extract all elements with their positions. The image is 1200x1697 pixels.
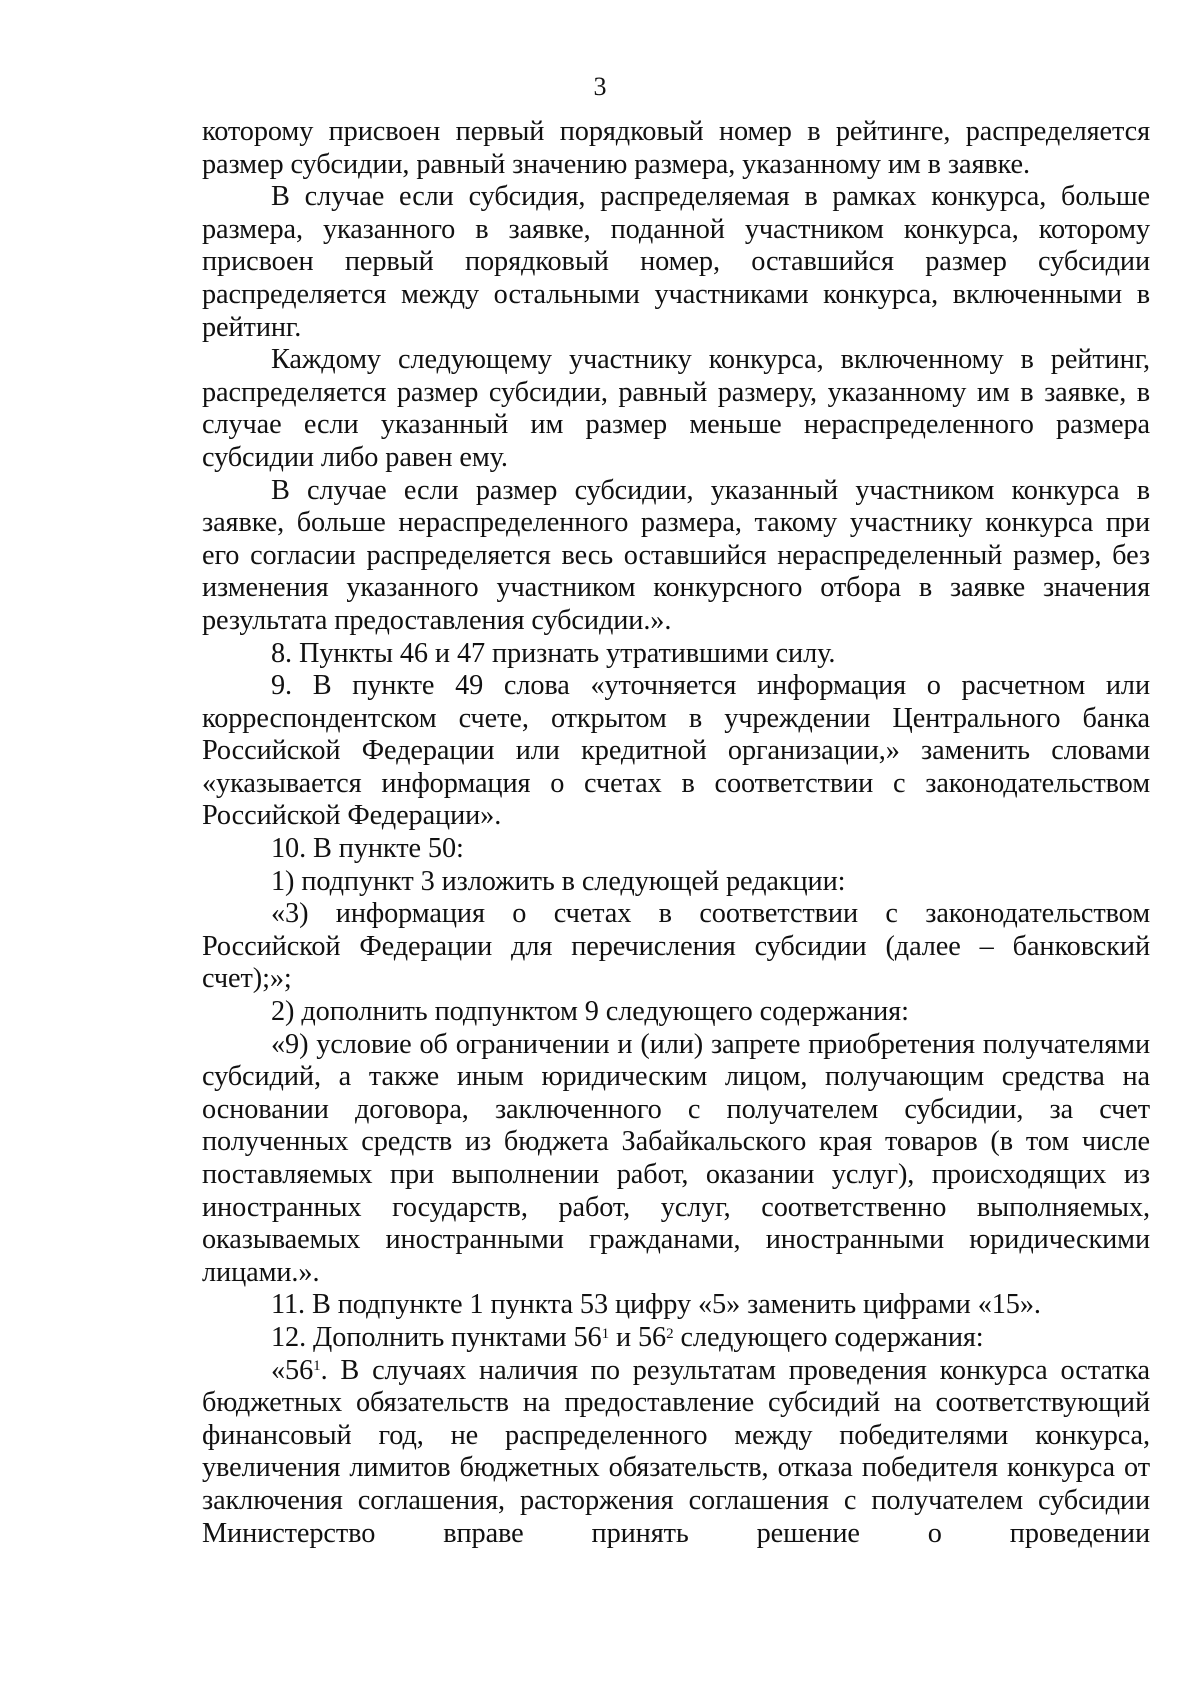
paragraph-remaining-subsidy: В случае если субсидия, распределяемая в рамках конкурса, больше размера, указанного в заявке, поданной участником конкурса, которому присвоен первый порядковый номер, оставшийся размер субсидии распределяется между остальными участниками конкурса, включенными в рейтинг. — [202, 181, 1150, 343]
paragraph-rating-first: которому присвоен первый порядковый номер в рейтинге, распределяется размер субсидии, равный значению размера, указанному им в заявке. — [202, 116, 1150, 180]
item-56-sup: 1 — [313, 1358, 321, 1375]
item-12-sup-1: 1 — [601, 1325, 609, 1342]
paragraph-item-8: 8. Пункты 46 и 47 признать утратившими силу. — [271, 637, 836, 669]
paragraph-item-11: 11. В подпункте 1 пункта 53 цифру «5» заменить цифрами «15». — [271, 1289, 1041, 1321]
paragraph-item-12 — [202, 1322, 1150, 1355]
paragraph-subitem-9-text: «9) условие об ограничении и (или) запрете приобретения получателями субсидий, а также иным юридическим лицом, получающим средства на основании договора, заключенного с получателем субсидии, за счет полученных средств из бюджета Забайкальского края товаров (в том числе поставляемых при выполнении работ, оказании услуг), происходящих из иностранных государств, работ, услуг, соответственно выполняемых, оказываемых иностранными гражданами, иностранными юридическими лицами.». — [202, 1028, 1150, 1288]
document-body — [202, 116, 1150, 1550]
paragraph-excess-request: В случае если размер субсидии, указанный участником конкурса в заявке, больше нераспределенного размера, такому участнику конкурса при его согласии распределяется весь оставшийся нераспределенный размер, без изменения указанного участником конкурсного отбора в заявке значения результата предоставления субсидии.». — [202, 474, 1150, 636]
item-12-pre: 12. Дополнить пунктами 56 — [271, 1321, 602, 1353]
paragraph-item-10: 10. В пункте 50: — [271, 833, 464, 865]
item-56-pre: «56 — [271, 1354, 314, 1386]
paragraph-next-participant: Каждому следующему участнику конкурса, включенному в рейтинг, распределяется размер субсидии, равный размеру, указанному им в заявке, в случае если указанный им размер меньше нераспределенного размера субсидии либо равен ему. — [202, 344, 1150, 473]
item-12-post: следующего содержания: — [673, 1321, 984, 1353]
paragraph-subitem-3-text: «3) информация о счетах в соответствии с законодательством Российской Федерации для перечисления субсидии (далее – банковский счет);»; — [202, 898, 1150, 995]
item-12-sup-2: 2 — [666, 1325, 674, 1342]
paragraph-subitem-1: 1) подпункт 3 изложить в следующей редакции: — [271, 865, 846, 897]
item-12-mid: и 56 — [608, 1321, 667, 1353]
paragraph-item-56-1 — [202, 1355, 1150, 1551]
paragraph-subitem-2: 2) дополнить подпунктом 9 следующего содержания: — [271, 996, 909, 1028]
paragraph-item-9: 9. В пункте 49 слова «уточняется информация о расчетном или корреспондентском счете, открытом в учреждении Центрального банка Российской Федерации или кредитной организации,» заменить словами «указывается информация о счетах в соответствии с законодательством Российской Федерации». — [202, 670, 1150, 832]
item-56-post: . В случаях наличия по результатам проведения конкурса остатка бюджетных обязательств на предоставление субсидий на соответствующий финансовый год, не распределенного между победителями конкурса, увеличения лимитов бюджетных обязательств, отказа победителя конкурса от заключения соглашения, расторжения соглашения с получателем субсидии Министерство вправе принять решение о проведении — [202, 1354, 1150, 1549]
page-number: 3 — [593, 72, 607, 101]
